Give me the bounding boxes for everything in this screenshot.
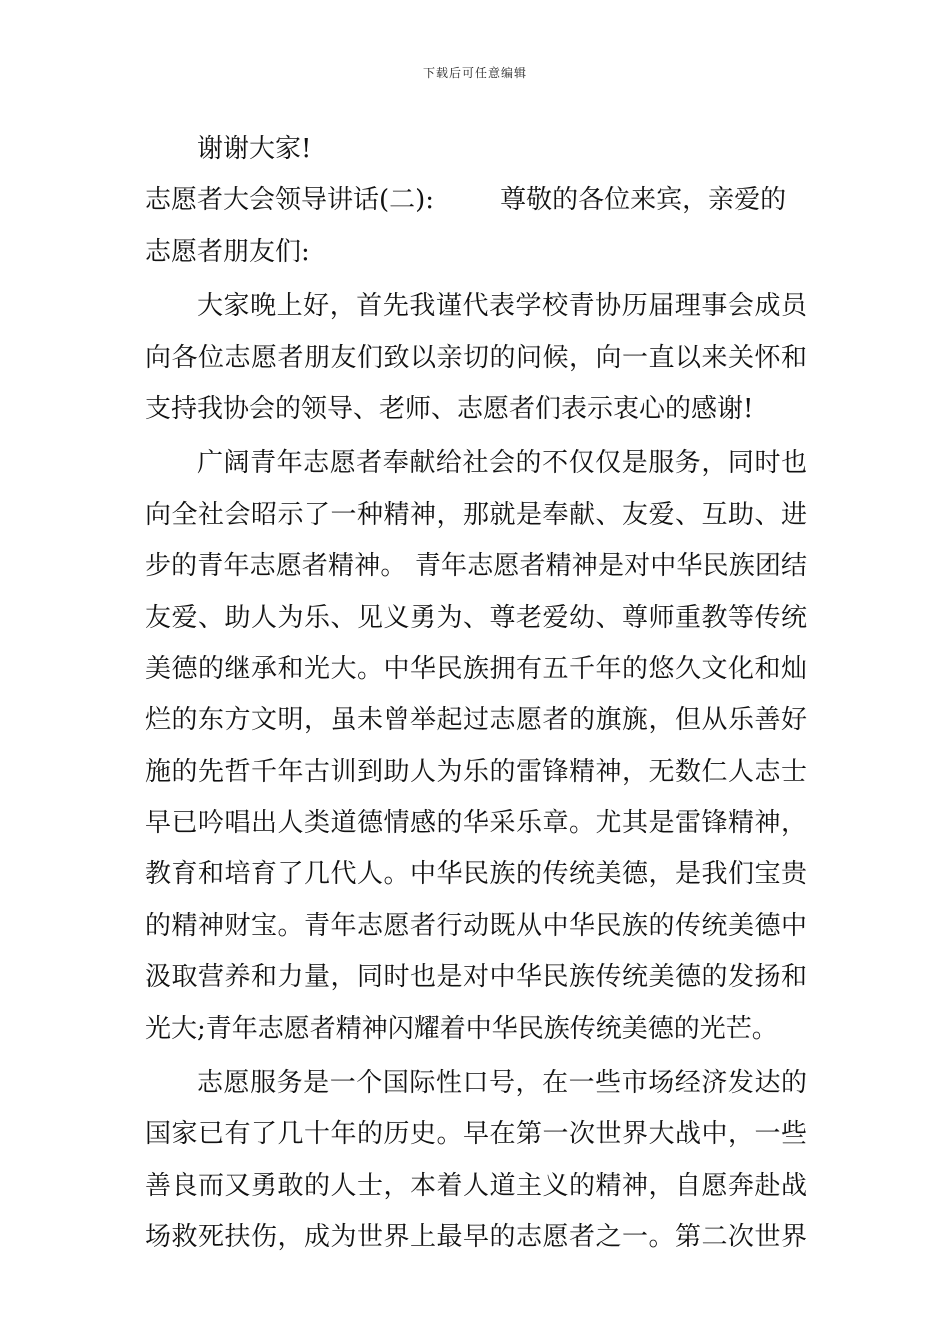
paragraph-2-line: 美德的继承和光大。中华民族拥有五千年的悠久文化和灿 xyxy=(145,653,807,684)
paragraph-2-line: 光大;青年志愿者精神闪耀着中华民族传统美德的光芒。 xyxy=(145,1013,778,1044)
paragraph-2-line: 烂的东方文明，虽未曾举起过志愿者的旗旐，但从乐善好 xyxy=(145,705,807,736)
paragraph-2-line: 教育和培育了几代人。中华民族的传统美德，是我们宝贵 xyxy=(145,859,807,890)
paragraph-2-line: 向全社会昭示了一种精神，那就是奉献、友爱、互助、进 xyxy=(145,499,807,530)
paragraph-3-line: 志愿服务是一个国际性口号，在一些市场经济发达的 xyxy=(197,1068,807,1099)
document-body xyxy=(145,124,807,1264)
paragraph-1-line: 向各位志愿者朋友们致以亲切的问候，向一直以来关怀和 xyxy=(145,342,807,373)
speech-title-line xyxy=(145,175,807,226)
paragraph-3-line: 善良而又勇敢的人士，本着人道主义的精神，自愿奔赴战 xyxy=(145,1170,807,1201)
salutation-continued: 志愿者朋友们: xyxy=(145,236,310,267)
page-header: 下载后可任意编辑 xyxy=(422,66,527,80)
paragraph-2-line: 友爱、助人为乐、见义勇为、尊老爱幼、尊师重教等传统 xyxy=(145,602,807,633)
paragraph-2-line: 早已吟唱出人类道德情感的华采乐章。尤其是雷锋精神， xyxy=(145,808,807,839)
paragraph-3-line: 国家已有了几十年的历史。早在第一次世界大战中，一些 xyxy=(145,1119,807,1150)
paragraph-2-line: 施的先哲千年古训到助人为乐的雷锋精神，无数仁人志士 xyxy=(145,756,807,787)
paragraph-2-line: 的精神财宝。青年志愿者行动既从中华民族的传统美德中 xyxy=(145,910,807,941)
paragraph-2-line: 汲取营养和力量，同时也是对中华民族传统美德的发扬和 xyxy=(145,962,807,993)
paragraph-1-line: 支持我协会的领导、老师、志愿者们表示衷心的感谢! xyxy=(145,393,754,424)
paragraph-2-line: 广阔青年志愿者奉献给社会的不仅仅是服务，同时也 xyxy=(197,448,807,479)
paragraph-3-line: 场救死扶伤，成为世界上最早的志愿者之一。第二次世界 xyxy=(145,1222,807,1253)
salutation: 尊敬的各位来宾，亲爱的 xyxy=(500,185,787,216)
speech-title: 志愿者大会领导讲话(二): xyxy=(145,185,435,216)
paragraph-1-line: 大家晚上好，首先我谨代表学校青协历届理事会成员 xyxy=(197,291,807,322)
closing-thanks: 谢谢大家! xyxy=(197,134,312,164)
paragraph-2-line: 步的青年志愿者精神。 青年志愿者精神是对中华民族团结 xyxy=(145,551,807,582)
